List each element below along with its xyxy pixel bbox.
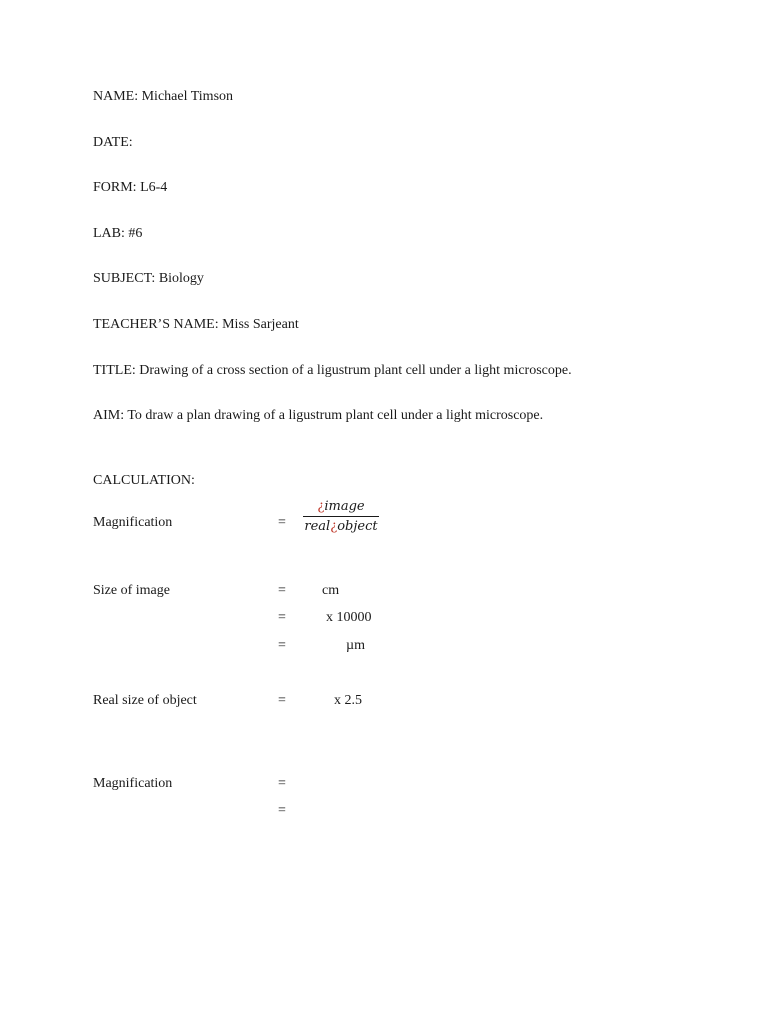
- equals-sign: =: [278, 638, 286, 653]
- form-field: FORM: L6-4: [93, 180, 168, 195]
- size-of-image-label: Size of image: [93, 583, 170, 598]
- formula-numerator: ¿image: [317, 499, 365, 514]
- equals-sign: =: [278, 515, 286, 530]
- equals-sign: =: [278, 583, 286, 598]
- size-of-image-micrometer: µm: [346, 638, 365, 653]
- equals-sign: =: [278, 693, 286, 708]
- size-of-image-multiplier: x 10000: [326, 610, 372, 625]
- calculation-heading: CALCULATION:: [93, 473, 195, 488]
- magnification-formula: [303, 498, 379, 535]
- size-of-image-unit: cm: [322, 583, 340, 598]
- date-field: DATE:: [93, 135, 133, 150]
- equals-sign: =: [278, 776, 286, 791]
- aim-field: AIM: To draw a plan drawing of a ligustrum plant cell under a light microscope.: [93, 408, 544, 423]
- equals-sign: =: [278, 610, 286, 625]
- title-field: TITLE: Drawing of a cross section of a ligustrum plant cell under a light microscope.: [93, 363, 572, 378]
- real-size-label: Real size of object: [93, 693, 197, 708]
- lab-field: LAB: #6: [93, 226, 143, 241]
- teacher-name: TEACHER’S NAME: Miss Sarjeant: [93, 317, 299, 332]
- real-size-value: x 2.5: [334, 693, 362, 708]
- formula-denominator: real¿object: [304, 519, 378, 534]
- subject-field: SUBJECT: Biology: [93, 271, 204, 286]
- student-name: NAME: Michael Timson: [93, 89, 234, 104]
- magnification-result-label: Magnification: [93, 776, 173, 791]
- magnification-label: Magnification: [93, 515, 173, 530]
- equals-sign: =: [278, 803, 286, 818]
- fraction-bar: [303, 516, 379, 517]
